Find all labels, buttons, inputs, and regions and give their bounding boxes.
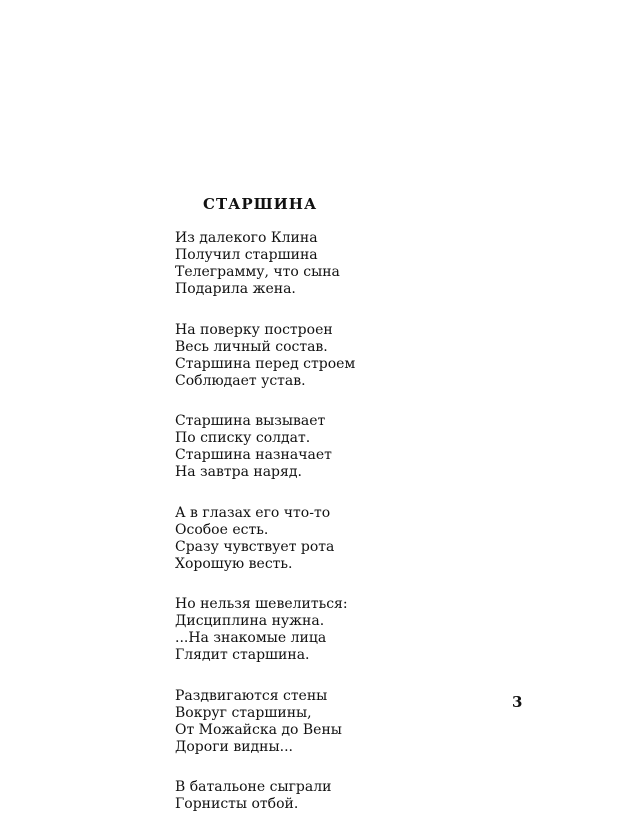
stanza	[175, 413, 435, 481]
poem-body	[175, 230, 435, 837]
poem-line: Старшина перед строем	[175, 355, 356, 372]
stanza	[175, 779, 435, 813]
poem-line: Раздвигаются стены	[175, 687, 328, 704]
stanza	[175, 688, 435, 756]
poem-line: По списку солдат.	[175, 430, 311, 446]
poem-line: На завтра наряд.	[175, 464, 302, 480]
poem-line: Дороги видны...	[175, 738, 293, 755]
poem-line: Старшина назначает	[175, 447, 332, 463]
poem-line: Подарила жена.	[175, 281, 296, 297]
poem-line: Вокруг старшины,	[175, 704, 312, 721]
poem-line: ...На знакомые лица	[175, 630, 327, 646]
poem-line: Дисциплина нужна.	[175, 613, 325, 629]
poem-title: СТАРШИНА	[203, 195, 318, 213]
poem-line: Глядит старшина.	[175, 647, 310, 663]
poem-line: В батальоне сыграли	[175, 779, 332, 795]
poem-line: Получил старшина	[175, 247, 318, 263]
stanza	[175, 322, 435, 390]
poem-line: Особое есть.	[175, 521, 269, 538]
stanza	[175, 596, 435, 664]
stanza	[175, 505, 435, 573]
poem-line: Сразу чувствует рота	[175, 538, 335, 555]
poem-line: Старшина вызывает	[175, 413, 326, 429]
poem-line: На поверку построен	[175, 321, 333, 338]
poem-line: Горнисты отбой.	[175, 796, 299, 812]
page-number: 3	[512, 693, 523, 711]
poem-line: От Можайска до Вены	[175, 721, 342, 738]
poem-line: Соблюдает устав.	[175, 372, 306, 389]
poem-line: А в глазах его что-то	[175, 504, 331, 521]
poem-line: Но нельзя шевелиться:	[175, 596, 348, 612]
stanza	[175, 230, 435, 298]
poem-line: Из далекого Клина	[175, 230, 318, 246]
poem-line: Весь личный состав.	[175, 338, 328, 355]
poem-line: Телеграмму, что сына	[175, 264, 340, 280]
poem-line: Хорошую весть.	[175, 555, 293, 572]
